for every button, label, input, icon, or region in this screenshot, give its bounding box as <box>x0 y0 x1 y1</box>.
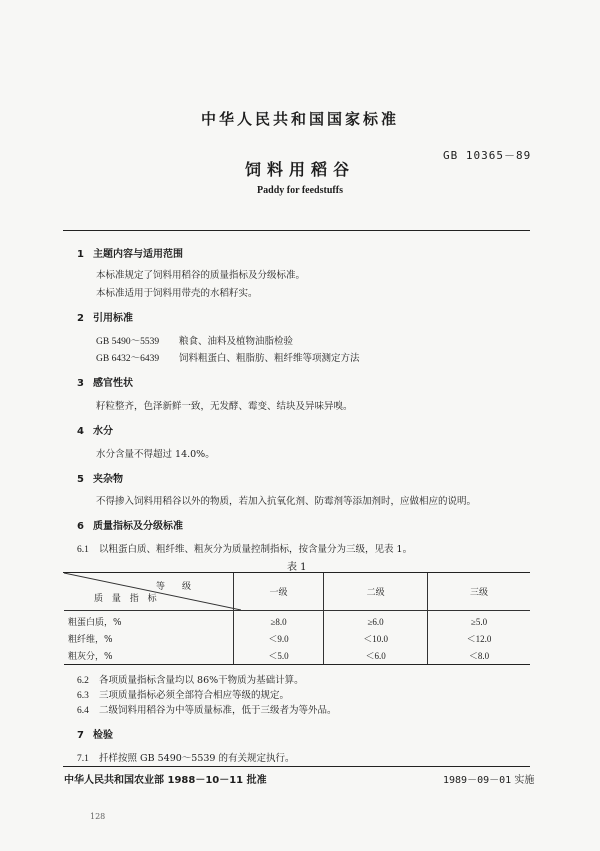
section-title: 引用标准 <box>93 313 133 324</box>
table-row <box>64 630 530 647</box>
clause-text: 各项质量指标含量均以 86%干物质为基础计算。 <box>99 675 304 686</box>
index-name: 粗蛋白质，% <box>68 618 122 628</box>
national-standard-heading: 中华人民共和国国家标准 <box>200 110 399 128</box>
section-number: 3 <box>77 378 84 389</box>
table-cell: ＜8.0 <box>428 647 530 665</box>
section-number: 1 <box>77 249 84 260</box>
section-6-heading <box>77 517 183 532</box>
footer-divider <box>63 766 530 767</box>
reference-title: 饲料粗蛋白、粗脂肪、粗纤维等项测定方法 <box>179 353 360 364</box>
corner-index-label: 质 量 指 标 <box>94 594 160 604</box>
table-cell: ≥6.0 <box>324 611 428 631</box>
index-name: 粗灰分，% <box>64 647 234 665</box>
approval-line: 中华人民共和国农业部 1988－10－11 批准 <box>64 775 267 786</box>
section-title: 质量指标及分级标准 <box>93 521 183 532</box>
clause-text: 以粗蛋白质、粗纤维、粗灰分为质量控制指标，按含量分为三级，见表 1。 <box>99 544 413 555</box>
clause-6-3 <box>77 687 289 701</box>
grade-header: 一级 <box>234 573 324 611</box>
section-3-paragraph: 籽粒整齐，色泽新鲜一致，无发酵、霉变、结块及异味异嗅。 <box>96 401 353 412</box>
section-title: 夹杂物 <box>93 474 123 485</box>
section-number: 7 <box>77 730 84 741</box>
index-name: 粗纤维，% <box>68 635 113 645</box>
section-title: 检验 <box>93 730 113 741</box>
section-1-paragraph-2: 本标准适用于饲料用带壳的水稻籽实。 <box>96 288 258 299</box>
clause-6-4 <box>77 702 337 716</box>
section-title: 主题内容与适用范围 <box>93 249 183 260</box>
clause-number: 6.2 <box>77 676 89 686</box>
table-cell: ＜5.0 <box>234 647 324 665</box>
page-number: 128 <box>90 812 106 821</box>
reference-code: GB 6432～6439 <box>96 354 160 364</box>
clause-number: 6.1 <box>77 545 89 555</box>
clause-text: 二级饲料用稻谷为中等质量标准，低于三级者为等外品。 <box>99 705 337 716</box>
clause-number: 6.3 <box>77 691 89 701</box>
title-divider <box>63 230 530 231</box>
clause-6-2 <box>77 672 304 686</box>
table-cell: ≥8.0 <box>234 611 324 631</box>
table-cell: ＜6.0 <box>324 647 428 665</box>
table-corner-cell <box>64 573 234 611</box>
table-header-row <box>64 573 530 611</box>
table-cell: ＜10.0 <box>324 630 428 647</box>
section-1-heading <box>77 245 183 260</box>
section-3-heading <box>77 374 133 389</box>
table-caption: 表 1 <box>287 562 307 573</box>
section-1-paragraph-1: 本标准规定了饲料用稻谷的质量指标及分级标准。 <box>96 270 306 281</box>
clause-text: 扦样按照 GB 5490～5539 的有关规定执行。 <box>99 753 295 764</box>
section-4-heading <box>77 422 113 437</box>
standard-code: GB 10365－89 <box>443 149 532 162</box>
table-cell: ＜9.0 <box>234 630 324 647</box>
clause-number: 6.4 <box>77 706 89 716</box>
section-number: 4 <box>77 426 84 437</box>
document-title: 饲料用稻谷 <box>244 160 355 179</box>
section-number: 2 <box>77 313 84 324</box>
section-number: 5 <box>77 474 84 485</box>
section-4-paragraph: 水分含量不得超过 14.0%。 <box>96 449 215 460</box>
section-number: 6 <box>77 521 84 532</box>
english-title: Paddy for feedstuffs <box>257 185 343 196</box>
effective-line <box>443 771 534 786</box>
table-row <box>64 611 530 631</box>
clause-text: 三项质量指标必须全部符合相应等级的规定。 <box>99 690 290 701</box>
section-title: 感官性状 <box>93 378 133 389</box>
table-cell: ＜12.0 <box>428 630 530 647</box>
section-title: 水分 <box>93 426 113 437</box>
reference-item <box>96 333 293 347</box>
quality-grade-table <box>64 573 530 665</box>
grade-header: 二级 <box>324 573 428 611</box>
reference-code: GB 5490～5539 <box>96 337 160 347</box>
table-cell: ≥5.0 <box>428 611 530 631</box>
section-5-heading <box>77 470 123 485</box>
clause-6-1 <box>77 541 412 555</box>
section-7-heading <box>77 726 113 741</box>
effective-date: 1989－09－01 <box>443 775 512 786</box>
grade-header: 三级 <box>428 573 530 611</box>
table-row <box>64 647 530 665</box>
section-2-heading <box>77 309 133 324</box>
reference-item <box>96 350 360 364</box>
section-5-paragraph: 不得掺入饲料用稻谷以外的物质，若加入抗氧化剂、防霉剂等添加剂时，应做相应的说明。 <box>96 496 477 507</box>
clause-7-1 <box>77 750 294 764</box>
corner-grade-label: 等 级 <box>155 582 195 592</box>
clause-number: 7.1 <box>77 754 89 764</box>
effective-label: 实施 <box>514 775 535 786</box>
reference-title: 粮食、油料及植物油脂检验 <box>179 336 294 347</box>
